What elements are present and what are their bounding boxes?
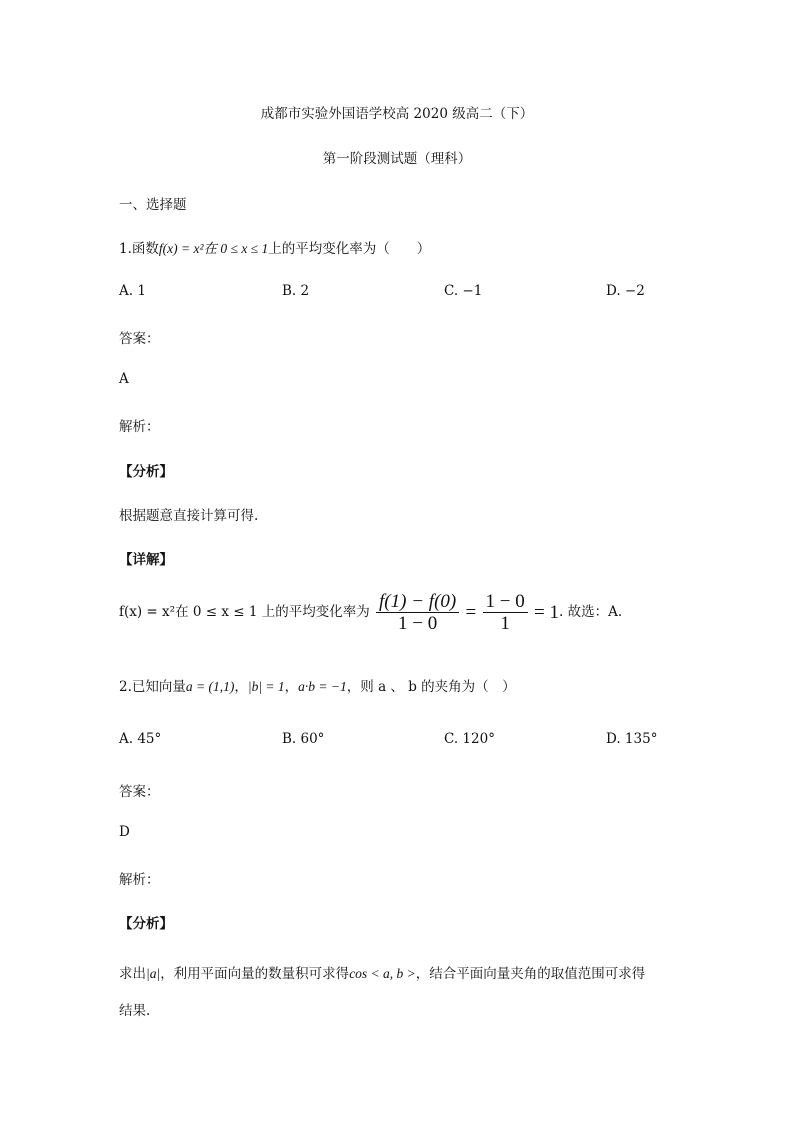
q1-fraction-1 (376, 592, 459, 633)
q2-option-c: C. 120° (444, 731, 495, 747)
q1-fenxi-text: 根据题意直接计算可得. (119, 508, 259, 524)
question-1-stem (119, 237, 430, 257)
q1-domain: 在 0 ≤ x ≤ 1 (203, 241, 269, 256)
q1-fenxi-label: 【分析】 (119, 464, 173, 480)
q1-option-b: B. 2 (282, 283, 310, 299)
q2-fenxi-line-2: 结果. (119, 1003, 151, 1019)
q2-fenxi-cos: cos < a, b > (349, 966, 416, 981)
q2-fenxi-prefix: 求出 (119, 966, 146, 982)
q1-fraction-2-numerator: 1 − 0 (483, 592, 528, 613)
q2-stem-prefix: 2.已知向量 (119, 679, 186, 695)
q1-option-d: D. −2 (606, 283, 645, 299)
q1-answer: A (119, 371, 129, 387)
q1-stem-prefix: 1.函数 (119, 241, 159, 257)
q1-detail-prefix: f(x) = x²在 0 ≤ x ≤ 1 上的平均变化率为 (119, 603, 370, 620)
q2-fenxi-abs-a: |a| (146, 966, 161, 981)
q1-fraction-1-denominator: 1 − 0 (398, 613, 438, 634)
q2-option-a: A. 45° (119, 731, 162, 747)
q1-stem-suffix: 上的平均变化率为（ ） (268, 241, 431, 257)
q2-fenxi-suffix: ，结合平面向量夹角的取值范围可求得 (415, 966, 646, 982)
q1-detail (119, 592, 622, 633)
q2-answer: D (119, 824, 130, 840)
q1-analysis-label: 解析： (119, 419, 160, 435)
page-subtitle: 第一阶段测试题（理科） (322, 151, 472, 167)
q2-answer-label: 答案： (119, 784, 160, 800)
q2-stem-suffix: ，则 a 、 b 的夹角为（ ） (346, 679, 516, 695)
q2-option-b: B. 60° (282, 731, 325, 747)
q2-fenxi-line-1 (119, 962, 645, 982)
q1-detail-suffix: . 故选：A. (559, 603, 623, 620)
q1-option-c: C. −1 (444, 283, 483, 299)
q1-option-a: A. 1 (119, 283, 146, 299)
question-2-stem: 2.已知向量a = (1,1)，|b| = 1，a·b = −1，则 a 、 b 的夹角为（ ） (119, 679, 516, 695)
q2-fenxi-mid: ，利用平面向量的数量积可求得 (160, 966, 350, 982)
q1-answer-label: 答案： (119, 331, 160, 347)
q2-fenxi-label: 【分析】 (119, 916, 173, 932)
q1-equals-sign: = (465, 602, 477, 623)
q1-function: f(x) = x² (158, 241, 204, 256)
q1-fraction-2 (483, 592, 528, 633)
page-title: 成都市实验外国语学校高 2020 级高二（下） (260, 106, 534, 122)
q1-detail-result: = 1 (534, 602, 560, 623)
q1-xiangjie-label: 【详解】 (119, 552, 173, 568)
q1-fraction-1-numerator: f(1) − f(0) (376, 592, 459, 613)
q2-option-d: D. 135° (606, 731, 658, 747)
q1-fraction-2-denominator: 1 (500, 613, 510, 634)
q2-dot-product: a·b = −1 (298, 679, 347, 694)
q2-analysis-label: 解析： (119, 872, 160, 888)
q2-vector-a: a = (1,1) (185, 679, 235, 694)
section-heading: 一、选择题 (119, 197, 187, 213)
q2-abs-b: |b| = 1 (247, 679, 285, 694)
